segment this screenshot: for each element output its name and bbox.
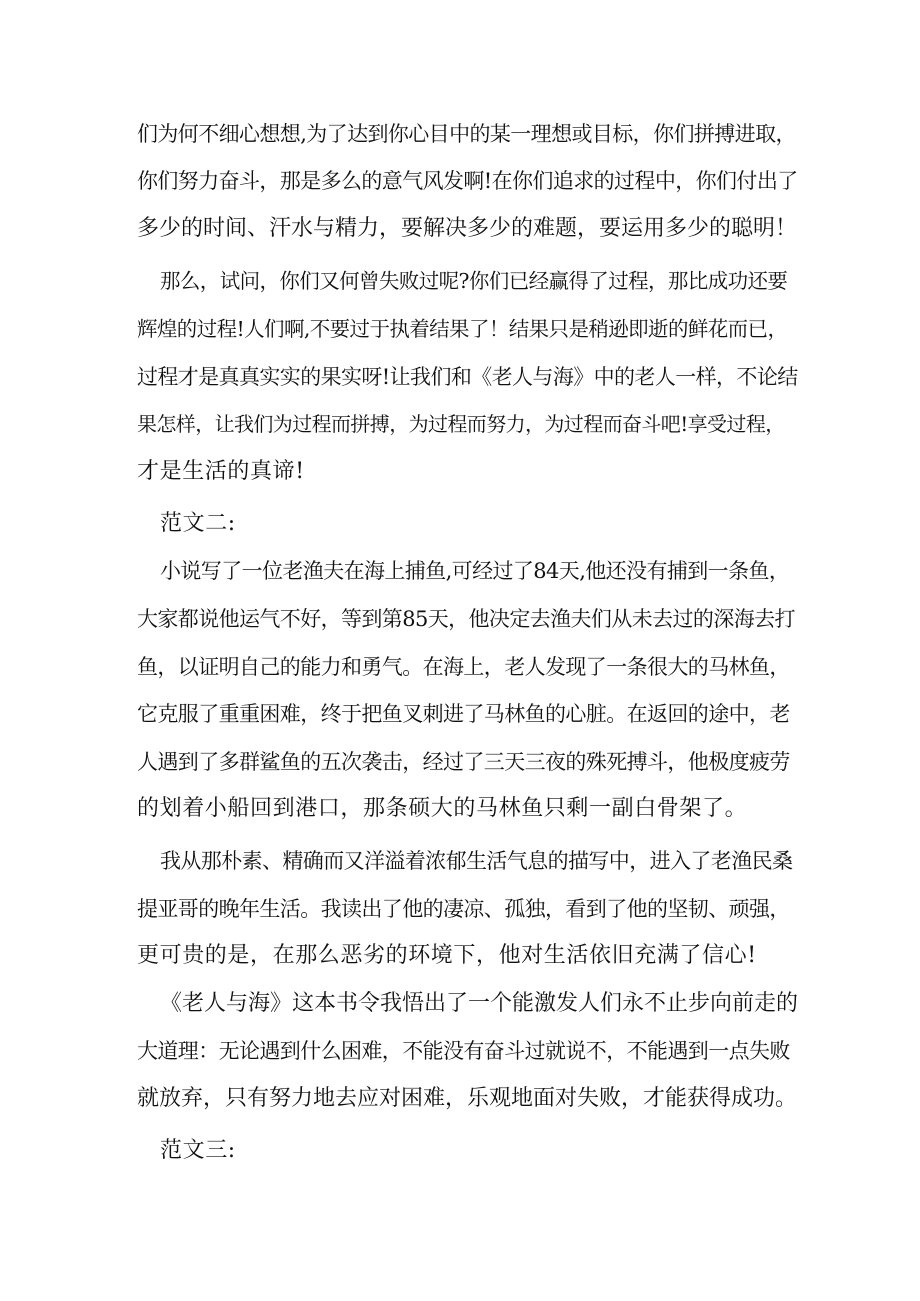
paragraph-3-line-3: 鱼，以证明自己的能力和勇气。在海上，老人发现了一条很大的马林鱼， xyxy=(137,655,790,679)
section-heading-3: 范文三: xyxy=(160,1138,236,1163)
paragraph-5-line-1: 《老人与海》这本书令我悟出了一个能激发人们永不止步向前走的 xyxy=(160,991,799,1016)
paragraph-4-line-2: 提亚哥的晚年生活。我读出了他的凄凉、孤独，看到了他的坚韧、顽强， xyxy=(137,897,790,921)
paragraph-1-line-3: 多少的时间、汗水与精力，要解决多少的难题，要运用多少的聪明！ xyxy=(137,216,798,241)
paragraph-5-line-2: 大道理：无论遇到什么困难，不能没有奋斗过就说不，不能遇到一点失败 xyxy=(137,1039,790,1063)
paragraph-3-line-4: 它克服了重重困难，终于把鱼叉刺进了马林鱼的心脏。在返回的途中，老 xyxy=(137,702,790,726)
paragraph-2-line-4: 果怎样，让我们为过程而拼搏，为过程而努力，为过程而奋斗吧!享受过程， xyxy=(137,412,785,436)
paragraph-4-line-1: 我从那朴素、精确而又洋溢着浓郁生活气息的描写中，进入了老渔民桑 xyxy=(160,849,793,873)
paragraph-3-line-2: 大家都说他运气不好，等到第85天，他决定去渔夫们从未去过的深海去打 xyxy=(137,607,795,631)
paragraph-3-line-5: 人遇到了多群鲨鱼的五次袭击，经过了三天三夜的殊死搏斗，他极度疲劳 xyxy=(137,750,790,774)
paragraph-2-line-3: 过程才是真真实实的果实呀!让我们和《老人与海》中的老人一样，不论结 xyxy=(137,365,798,389)
paragraph-5-line-3: 就放弃，只有努力地去应对困难，乐观地面对失败，才能获得成功。 xyxy=(137,1086,798,1111)
paragraph-3-line-6: 的划着小船回到港口，那条硕大的马林鱼只剩一副白骨架了。 xyxy=(137,796,748,821)
paragraph-2-line-5: 才是生活的真谛! xyxy=(137,459,305,484)
paragraph-1-line-1: 们为何不细心想想,为了达到你心目中的某一理想或目标，你们拼搏进取， xyxy=(137,122,796,146)
paragraph-3-line-1: 小说写了一位老渔夫在海上捕鱼,可经过了84天,他还没有捕到一条鱼， xyxy=(160,559,790,583)
paragraph-4-line-3: 更可贵的是，在那么恶劣的环境下，他对生活依旧充满了信心! xyxy=(137,943,757,968)
paragraph-2-line-1: 那么，试问，你们又何曾失败过呢?你们已经赢得了过程，那比成功还要 xyxy=(160,269,788,293)
section-heading-2: 范文二: xyxy=(160,511,236,536)
paragraph-2-line-2: 辉煌的过程!人们啊,不要过于执着结果了！结果只是稍逊即逝的鲜花而已， xyxy=(137,317,788,341)
paragraph-1-line-2: 你们努力奋斗，那是多么的意气风发啊!在你们追求的过程中，你们付出了 xyxy=(137,169,798,193)
